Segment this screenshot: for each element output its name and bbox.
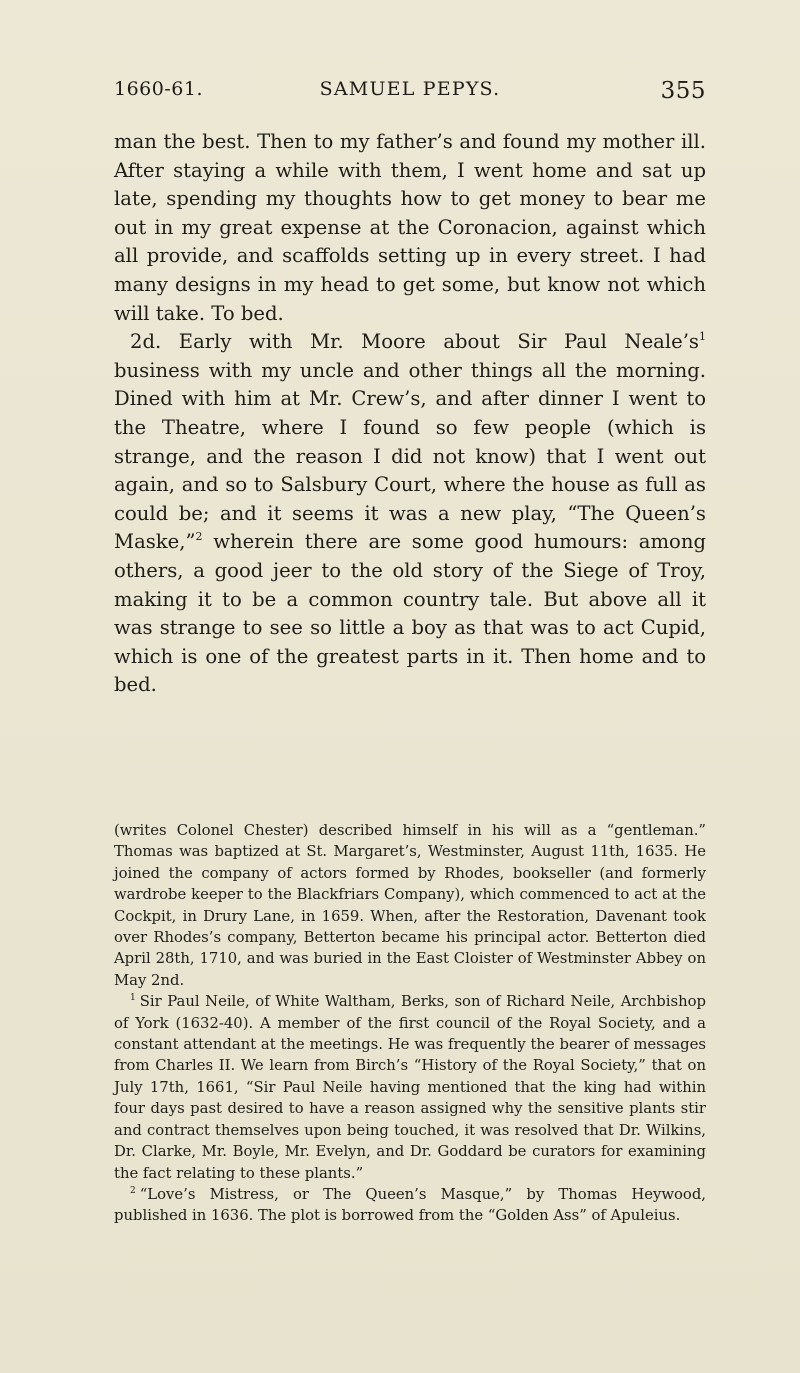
footnote-2-text: “Love’s Mistress, or The Queen’s Masque,” by Thomas Heywood, published in 1636. The plot is borrowed from the “Golden Ass” of Apuleius. [114,1185,706,1225]
diary-text [114,128,706,700]
footnotes [114,820,706,1227]
page-number: 355 [660,78,706,104]
footnote-1 [114,991,706,1184]
running-head [114,78,706,114]
footnote-1-text: Sir Paul Neile, of White Waltham, Berks, son of Richard Neile, Archbishop of York (1632-40). A member of the first council of the Royal Society, and a constant attendant at the meetings. He was frequently the bearer of messages from Charles II. We learn from Birch’s “History of the Royal Society,” that on July 17th, 1661, “Sir Paul Neile having mentioned that the king had within four days past desired to have a reason assigned why the sensitive plants stir and contract themselves upon being touched, it was resolved that Dr. Wilkins, Dr. Clarke, Mr. Boyle, Mr. Evelyn, and Dr. Goddard be curators for examining the fact relating to these plants.” [114,993,706,1182]
footnote-continued: (writes Colonel Chester) described himself in his will as a “gentleman.” Thomas was baptized at St. Margaret’s, Westminster, August 11th, 1635. He joined the company of actors formed by Rhodes, bookseller (and formerly wardrobe keeper to the Blackfriars Company), which commenced to act at the Cockpit, in Drury Lane, in 1659. When, after the Restoration, Davenant took over Rhodes’s company, Betterton became his principal actor. Betterton died April 28th, 1710, and was buried in the East Cloister of Westminster Abbey on May 2nd. [114,822,706,989]
paragraph-continued: man the best. Then to my father’s and found my mother ill. After staying a while with them, I went home and sat up late, spending my thoughts how to get money to bear me out in my great expense at the Coronacion, against which all provide, and scaffolds setting up in every street. I had many designs in my head to get some, but know not which will take. To bed. [114,130,706,325]
footnote-2 [114,1184,706,1227]
entry-text-part-1: 2d. Early with Mr. Moore about Sir Paul Neale’s [130,330,699,354]
entry-text-part-3: wherein there are some good humours: among others, a good jeer to the old story of the Siege of Troy, making it to be a common country tale. But above all it was strange to see so little a boy as that was to act Cupid, which is one of the greatest parts in it. Then home and to bed. [114,530,706,697]
entry-text-part-2: business with my uncle and other things all the morning. Dined with him at Mr. Crew’s, and after dinner I went to the Theatre, where I found so few people (which is strange, and the reason I did not know) that I went out again, and so to Salsbury Court, where the house as full as could be; and it seems it was a new play, “The Queen’s Maske,” [114,358,706,554]
header-date-range: 1660-61. [114,78,203,100]
footnote-ref-1: 1 [699,330,706,344]
footnote-2-mark: 2 [130,1185,136,1196]
paragraph-entry-2d [114,328,706,700]
header-title: SAMUEL PEPYS. [319,78,501,100]
footnote-ref-2: 2 [195,530,203,544]
footnote-1-mark: 1 [130,993,136,1004]
